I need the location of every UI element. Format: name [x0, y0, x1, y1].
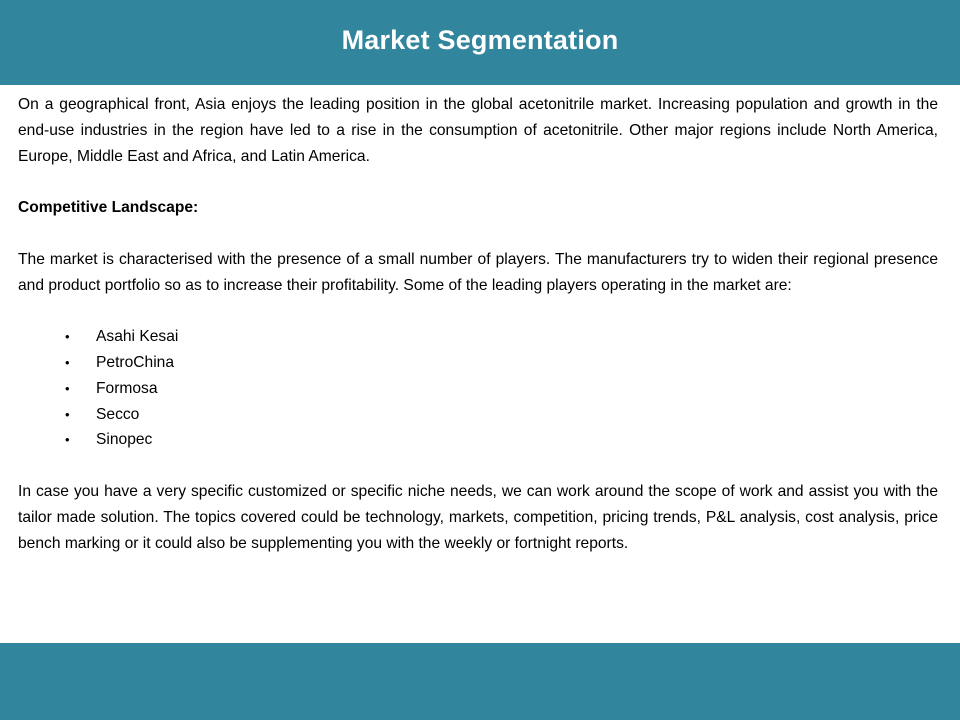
- spacer: [18, 298, 938, 324]
- bullet-icon: •: [65, 380, 70, 396]
- spacer: [18, 221, 938, 247]
- bullet-icon: •: [65, 406, 70, 422]
- geography-paragraph: On a geographical front, Asia enjoys the leading position in the global acetonitrile market. Increasing population and growth in the end-use industries in the region have led to a rise in the consumption of acetonitrile. Other major regions include North America, Europe, Middle East and Africa, and Latin America.: [18, 96, 938, 165]
- header-bar: [0, 0, 960, 85]
- spacer: [18, 453, 938, 479]
- list-item: [18, 427, 938, 453]
- bullet-icon: •: [65, 432, 70, 448]
- page-title: Market Segmentation: [341, 25, 619, 55]
- player-name: Asahi Kesai: [96, 328, 179, 346]
- player-name: PetroChina: [96, 353, 175, 371]
- closing-paragraph: In case you have a very specific customized or specific niche needs, we can work around the scope of work and assist you with the tailor made solution. The topics covered could be technology, markets, competition, pricing trends, P&L analysis, cost analysis, price bench marking or it could also be supplementing you with the weekly or fortnight reports.: [18, 482, 938, 552]
- players-list: [18, 324, 938, 453]
- bullet-icon: •: [65, 354, 70, 370]
- competitive-landscape-heading: Competitive Landscape:: [18, 199, 199, 217]
- content-body: [18, 92, 938, 556]
- list-item: [18, 402, 938, 428]
- player-name: Sinopec: [96, 431, 153, 449]
- player-name: Formosa: [96, 379, 158, 397]
- list-item: [18, 324, 938, 350]
- bullet-icon: •: [65, 329, 70, 345]
- list-item: [18, 350, 938, 376]
- competitive-paragraph: The market is characterised with the presence of a small number of players. The manufacturers try to widen their regional presence and product portfolio so as to increase their profitability. Some of the leading players operating in the market are:: [18, 250, 938, 294]
- footer-bar: [0, 643, 960, 720]
- list-item: [18, 376, 938, 402]
- player-name: Secco: [96, 405, 140, 423]
- spacer: [18, 169, 938, 195]
